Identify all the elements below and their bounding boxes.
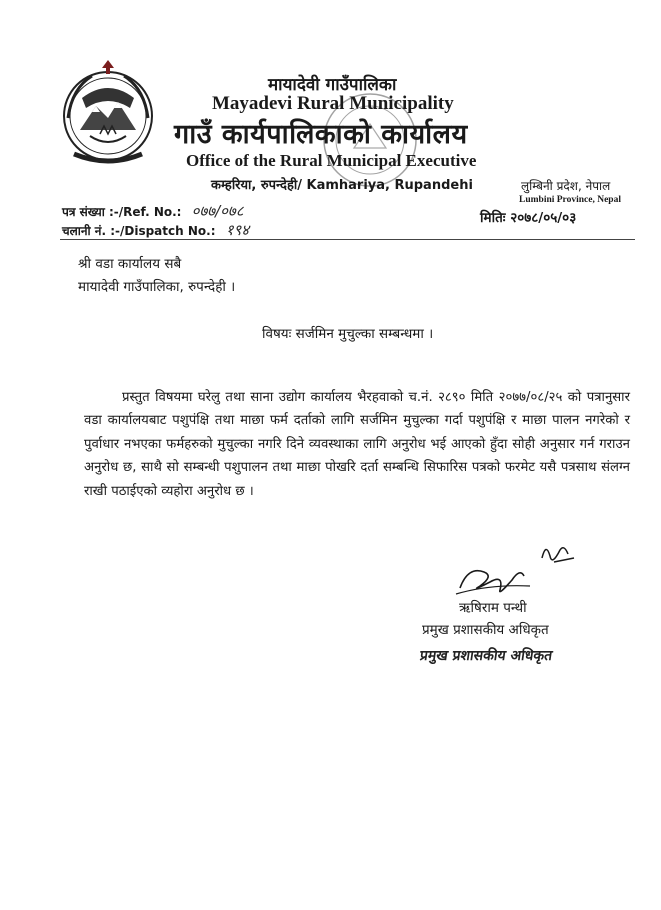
ref-label: पत्र संख्या :-/Ref. No.: bbox=[62, 205, 182, 219]
letter-date bbox=[480, 208, 576, 226]
reference-number bbox=[62, 201, 244, 221]
municipality-name-english: Mayadevi Rural Municipality bbox=[212, 93, 454, 114]
dispatch-value: १९४ bbox=[225, 221, 250, 239]
province-english: Lumbini Province, Nepal bbox=[519, 195, 621, 205]
letter-body bbox=[84, 386, 630, 503]
recipient-line-2: मायादेवी गाउँपालिका, रुपन्देही । bbox=[78, 279, 236, 295]
office-name-english: Office of the Rural Municipal Executive bbox=[186, 151, 477, 170]
dispatch-number bbox=[62, 220, 249, 240]
province-nepali: लुम्बिनी प्रदेश, नेपाल bbox=[521, 179, 611, 193]
date-label: मितिः bbox=[480, 210, 506, 226]
signer-name: ऋषिराम पन्थी bbox=[459, 600, 527, 616]
date-value: २०७८/०५/०३ bbox=[510, 210, 577, 226]
ref-value: ०७७/०७८ bbox=[191, 202, 244, 220]
dispatch-label: चलानी नं. :-/Dispatch No.: bbox=[62, 224, 216, 238]
designation-stamp: प्रमुख प्रशासकीय अधिकृत bbox=[418, 648, 554, 664]
handwritten-signature bbox=[450, 536, 585, 601]
signer-title: प्रमुख प्रशासकीय अधिकृत bbox=[422, 622, 549, 638]
body-paragraph: प्रस्तुत विषयमा घरेलु तथा साना उद्योग कार्यालय भैरहवाको च.नं. २८९० मिति २०७७/०८/२५ को पत्रानुसार वडा कार्यालयबाट पशुपंक्षि तथा माछा फर्म दर्ताको लागि सर्जमिन मुचुल्का गर्दा पशुपंक्षि र माछा पालन नगरेको र पुर्वाधार नभएका फर्महरुको मुचुल्का नगरि दिने व्यवस्थाका लागि अनुरोध भई आएको हुँदा सोही अनुसार गर्न गराउन अनुरोध छ, साथै सो सम्बन्धी पशुपालन तथा माछा पोखरि दर्ता सम्बन्धि सिफारिस पत्रको फरमेट यसै पत्रसाथ संलग्न राखी पठाईएको व्यहोरा अनुरोध छ । bbox=[84, 390, 630, 499]
office-address: कम्हरिया, रुपन्देही/ Kamhariya, Rupandehi bbox=[211, 178, 473, 193]
municipality-name-nepali: मायादेवी गाउँपालिका bbox=[268, 75, 397, 95]
nepal-emblem-logo bbox=[52, 58, 164, 170]
header-divider bbox=[60, 239, 635, 240]
subject-line: विषयः सर्जमिन मुचुल्का सम्बन्धमा । bbox=[262, 326, 434, 342]
office-name-nepali: गाउँ कार्यपालिकाको कार्यालय bbox=[174, 119, 468, 150]
recipient-line-1: श्री वडा कार्यालय सबै bbox=[78, 256, 182, 272]
